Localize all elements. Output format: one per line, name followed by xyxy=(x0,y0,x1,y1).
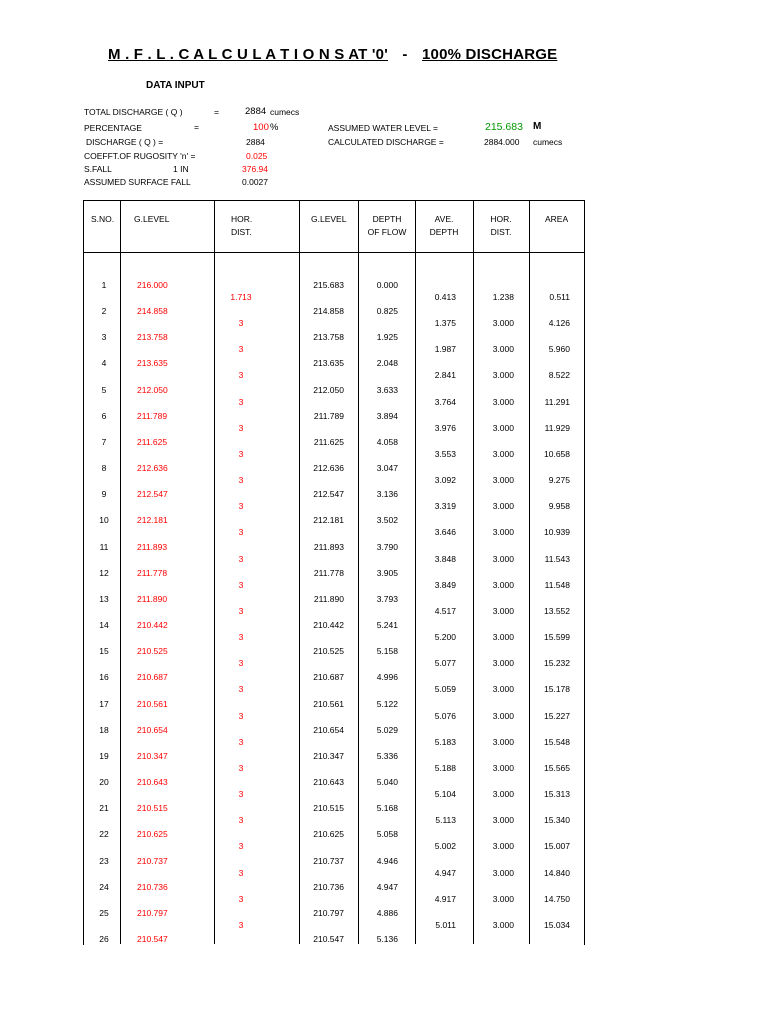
assumed-water-level-value[interactable]: 215.683 xyxy=(485,121,523,133)
row-ground-level-2: 212.181 xyxy=(313,515,344,526)
row-depth-of-flow: 5.241 xyxy=(376,620,398,631)
row-ground-level-2: 215.683 xyxy=(313,280,344,290)
row-depth-of-flow: 4.058 xyxy=(376,436,398,447)
row-depth-of-flow: 0.000 xyxy=(376,280,398,290)
segment-hor-dist[interactable]: 3 xyxy=(238,318,244,329)
segment-hor-dist-2: 3.000 xyxy=(492,475,514,486)
header-hord-line2: DIST. xyxy=(490,227,512,237)
segment-average-depth: 1.375 xyxy=(434,318,456,329)
total-discharge-value: 2884 xyxy=(245,106,267,117)
sfall-value[interactable]: 376.94 xyxy=(242,164,268,174)
segment-hor-dist[interactable]: 3 xyxy=(238,579,244,590)
segment-average-depth: 3.319 xyxy=(434,501,456,512)
total-discharge-equals: = xyxy=(214,107,219,117)
segment-area: 15.227 xyxy=(544,710,570,721)
percentage-value[interactable]: 100 xyxy=(253,122,269,133)
segment-average-depth: 5.002 xyxy=(434,841,456,852)
row-ground-level-2: 210.797 xyxy=(313,907,344,918)
segment-hor-dist[interactable]: 3 xyxy=(238,919,244,930)
segment-hor-dist-2: 3.000 xyxy=(492,893,514,904)
segment-hor-dist-2: 3.000 xyxy=(492,867,514,878)
header-hor-dist-2 xyxy=(478,213,524,239)
row-depth-of-flow: 3.905 xyxy=(376,567,398,578)
row-ground-level[interactable]: 214.858 xyxy=(137,306,168,317)
segment-hor-dist-2: 3.000 xyxy=(492,841,514,852)
row-sno: 23 xyxy=(99,855,109,866)
row-depth-of-flow: 5.029 xyxy=(376,724,398,735)
row-depth-of-flow: 3.502 xyxy=(376,515,398,526)
segment-area: 8.522 xyxy=(548,370,570,381)
row-ground-level[interactable]: 211.625 xyxy=(137,436,168,447)
discharge-label: DISCHARGE ( Q ) = xyxy=(86,137,164,147)
segment-area: 11.291 xyxy=(544,396,570,407)
segment-hor-dist-2: 3.000 xyxy=(492,919,514,930)
row-ground-level[interactable]: 213.635 xyxy=(137,358,168,369)
row-depth-of-flow: 2.048 xyxy=(376,358,398,369)
segment-average-depth: 3.976 xyxy=(434,422,456,433)
row-depth-of-flow: 3.136 xyxy=(376,489,398,500)
segment-area: 15.599 xyxy=(544,632,570,643)
row-ground-level-2: 210.525 xyxy=(313,646,344,657)
segment-hor-dist-2: 1.238 xyxy=(492,292,514,302)
header-average-depth xyxy=(420,213,468,239)
segment-area: 15.548 xyxy=(544,736,570,747)
rugosity-value[interactable]: 0.025 xyxy=(246,151,268,161)
segment-hor-dist[interactable]: 3 xyxy=(238,736,244,747)
row-ground-level[interactable]: 210.687 xyxy=(137,672,168,683)
header-ave-line2: DEPTH xyxy=(429,227,459,237)
discharge-value: 2884 xyxy=(246,137,265,147)
segment-average-depth: 3.092 xyxy=(434,475,456,486)
segment-area: 15.007 xyxy=(544,841,570,852)
row-ground-level-2: 210.625 xyxy=(313,829,344,840)
column-divider xyxy=(214,200,215,944)
segment-area: 11.929 xyxy=(544,422,570,433)
row-depth-of-flow: 3.790 xyxy=(376,541,398,552)
segment-average-depth: 1.987 xyxy=(434,344,456,355)
segment-hor-dist-2: 3.000 xyxy=(492,710,514,721)
segment-area: 9.275 xyxy=(548,475,570,486)
segment-hor-dist[interactable]: 3 xyxy=(238,815,244,826)
row-sno: 3 xyxy=(101,332,107,343)
row-ground-level-2: 211.789 xyxy=(313,410,344,421)
segment-hor-dist-2: 3.000 xyxy=(492,318,514,329)
segment-average-depth: 3.553 xyxy=(434,448,456,459)
surface-fall-label: ASSUMED SURFACE FALL xyxy=(84,177,191,187)
segment-hor-dist-2: 3.000 xyxy=(492,448,514,459)
segment-average-depth: 5.076 xyxy=(434,710,456,721)
row-ground-level-2: 210.736 xyxy=(313,881,344,892)
segment-hor-dist[interactable]: 3 xyxy=(238,658,244,669)
header-ground-level: G.LEVEL xyxy=(134,214,170,224)
row-ground-level[interactable]: 210.737 xyxy=(137,855,168,866)
segment-area: 11.543 xyxy=(544,553,570,564)
row-ground-level-2: 212.636 xyxy=(313,463,344,474)
row-ground-level[interactable]: 210.625 xyxy=(137,829,168,840)
segment-hor-dist[interactable]: 3 xyxy=(238,527,244,538)
assumed-water-level-unit: M xyxy=(533,121,542,132)
header-depth-of-flow xyxy=(363,213,411,239)
segment-average-depth: 5.011 xyxy=(435,919,456,930)
row-depth-of-flow: 4.886 xyxy=(376,907,398,918)
row-sno: 17 xyxy=(99,698,109,709)
segment-average-depth: 5.113 xyxy=(435,815,456,826)
segment-average-depth: 0.413 xyxy=(434,292,456,302)
segment-hor-dist[interactable]: 3 xyxy=(238,422,244,433)
row-sno: 14 xyxy=(99,620,109,631)
row-ground-level-2: 212.050 xyxy=(313,384,344,395)
row-ground-level[interactable]: 212.636 xyxy=(137,463,168,474)
segment-average-depth: 4.917 xyxy=(434,893,456,904)
row-depth-of-flow: 5.168 xyxy=(376,803,398,814)
row-depth-of-flow: 5.158 xyxy=(376,646,398,657)
segment-hor-dist[interactable]: 3 xyxy=(238,501,244,512)
segment-area: 11.548 xyxy=(544,579,570,590)
row-ground-level-2: 214.858 xyxy=(313,306,344,317)
segment-average-depth: 3.848 xyxy=(434,553,456,564)
segment-hor-dist-2: 3.000 xyxy=(492,344,514,355)
segment-hor-dist[interactable]: 3 xyxy=(238,841,244,852)
row-ground-level[interactable]: 210.525 xyxy=(137,646,168,657)
row-sno: 12 xyxy=(99,567,109,578)
segment-area: 0.511 xyxy=(549,292,570,302)
segment-hor-dist-2: 3.000 xyxy=(492,815,514,826)
row-depth-of-flow: 5.136 xyxy=(376,934,398,944)
row-depth-of-flow: 3.633 xyxy=(376,384,398,395)
segment-hor-dist[interactable]: 3 xyxy=(238,475,244,486)
row-sno: 25 xyxy=(99,907,109,918)
segment-hor-dist-2: 3.000 xyxy=(492,422,514,433)
row-ground-level-2: 210.561 xyxy=(313,698,344,709)
segment-hor-dist[interactable]: 3 xyxy=(238,448,244,459)
segment-hor-dist-2: 3.000 xyxy=(492,396,514,407)
segment-hor-dist-2: 3.000 xyxy=(492,762,514,773)
segment-area: 10.939 xyxy=(544,527,570,538)
segment-average-depth: 5.059 xyxy=(434,684,456,695)
rugosity-label: COEFFT.OF RUGOSITY 'n' = xyxy=(84,151,196,161)
row-sno: 22 xyxy=(99,829,109,840)
assumed-water-level-label: ASSUMED WATER LEVEL = xyxy=(328,123,438,133)
row-depth-of-flow: 1.925 xyxy=(376,332,398,343)
row-depth-of-flow: 5.058 xyxy=(376,829,398,840)
segment-hor-dist-2: 3.000 xyxy=(492,579,514,590)
row-ground-level-2: 210.687 xyxy=(313,672,344,683)
column-divider xyxy=(415,200,416,944)
row-depth-of-flow: 4.947 xyxy=(376,881,398,892)
row-depth-of-flow: 0.825 xyxy=(376,306,398,317)
segment-hor-dist[interactable]: 3 xyxy=(238,684,244,695)
row-ground-level[interactable]: 211.789 xyxy=(137,410,168,421)
header-hor-line1: HOR. xyxy=(231,214,253,224)
column-divider xyxy=(473,200,474,944)
row-ground-level[interactable]: 212.050 xyxy=(137,384,168,395)
segment-average-depth: 3.764 xyxy=(434,396,456,407)
row-ground-level[interactable]: 212.547 xyxy=(137,489,168,500)
row-ground-level[interactable]: 212.181 xyxy=(137,515,168,526)
segment-hor-dist[interactable]: 3 xyxy=(238,605,244,616)
row-ground-level[interactable]: 210.643 xyxy=(137,777,168,788)
segment-average-depth: 4.947 xyxy=(434,867,456,878)
section-heading: DATA INPUT xyxy=(146,80,205,91)
row-sno: 21 xyxy=(99,803,109,814)
calculated-discharge-value: 2884.000 xyxy=(484,137,520,147)
column-divider xyxy=(529,200,530,944)
segment-hor-dist-2: 3.000 xyxy=(492,632,514,643)
percentage-label: PERCENTAGE xyxy=(84,123,142,133)
segment-area: 14.840 xyxy=(544,867,570,878)
row-sno: 6 xyxy=(101,410,107,421)
segment-area: 13.552 xyxy=(544,605,570,616)
segment-hor-dist[interactable]: 3 xyxy=(238,867,244,878)
total-discharge-label: TOTAL DISCHARGE ( Q ) xyxy=(84,107,183,117)
segment-area: 15.034 xyxy=(544,919,570,930)
segment-hor-dist-2: 3.000 xyxy=(492,684,514,695)
row-ground-level-2: 211.778 xyxy=(313,567,344,578)
row-ground-level-2: 210.547 xyxy=(313,934,344,944)
row-sno: 16 xyxy=(99,672,109,683)
segment-hor-dist[interactable]: 3 xyxy=(238,710,244,721)
row-depth-of-flow: 3.047 xyxy=(376,463,398,474)
segment-hor-dist[interactable]: 3 xyxy=(238,344,244,355)
row-ground-level-2: 211.890 xyxy=(313,593,344,604)
sfall-ratio-prefix: 1 IN xyxy=(173,164,189,174)
calculated-discharge-unit: cumecs xyxy=(533,137,563,147)
segment-area: 15.340 xyxy=(544,815,570,826)
row-depth-of-flow: 5.122 xyxy=(376,698,398,709)
row-ground-level[interactable]: 211.890 xyxy=(137,593,168,604)
segment-hor-dist-2: 3.000 xyxy=(492,605,514,616)
row-ground-level-2: 210.737 xyxy=(313,855,344,866)
row-sno: 10 xyxy=(99,515,109,526)
segment-hor-dist-2: 3.000 xyxy=(492,370,514,381)
row-sno: 26 xyxy=(99,934,109,944)
header-sno: S.NO. xyxy=(91,214,115,224)
segment-area: 4.126 xyxy=(548,318,570,329)
calculated-discharge-label: CALCULATED DISCHARGE = xyxy=(328,137,444,147)
sfall-label: S.FALL xyxy=(84,164,112,174)
row-ground-level[interactable]: 210.547 xyxy=(137,934,168,944)
row-depth-of-flow: 3.894 xyxy=(376,410,398,421)
segment-hor-dist-2: 3.000 xyxy=(492,789,514,800)
row-depth-of-flow: 5.040 xyxy=(376,777,398,788)
column-divider xyxy=(358,200,359,944)
segment-average-depth: 5.183 xyxy=(434,736,456,747)
segment-area: 15.313 xyxy=(544,789,570,800)
segment-hor-dist[interactable]: 3 xyxy=(238,553,244,564)
row-sno: 19 xyxy=(99,750,109,761)
row-sno: 20 xyxy=(99,777,109,788)
row-sno: 11 xyxy=(99,541,109,552)
header-depth-line2: OF FLOW xyxy=(367,227,407,237)
row-ground-level[interactable]: 210.442 xyxy=(137,620,168,631)
row-ground-level[interactable]: 210.736 xyxy=(137,881,168,892)
row-ground-level-2: 213.635 xyxy=(313,358,344,369)
segment-area: 5.960 xyxy=(548,344,570,355)
segment-area: 14.750 xyxy=(544,893,570,904)
row-ground-level-2: 211.625 xyxy=(313,436,344,447)
row-sno: 2 xyxy=(101,306,107,317)
row-sno: 15 xyxy=(99,646,109,657)
header-hor-dist xyxy=(231,213,252,239)
title-discharge: 100% DISCHARGE xyxy=(422,46,558,63)
segment-hor-dist[interactable]: 3 xyxy=(238,370,244,381)
segment-average-depth: 5.104 xyxy=(434,789,456,800)
row-sno: 4 xyxy=(101,358,107,369)
segment-area: 10.658 xyxy=(544,448,570,459)
row-sno: 24 xyxy=(99,881,109,892)
row-sno: 13 xyxy=(99,593,109,604)
row-ground-level[interactable]: 210.654 xyxy=(137,724,168,735)
segment-hor-dist-2: 3.000 xyxy=(492,658,514,669)
row-ground-level-2: 210.442 xyxy=(313,620,344,631)
segment-hor-dist[interactable]: 1.713 xyxy=(230,292,252,302)
row-sno: 8 xyxy=(101,463,107,474)
row-ground-level-2: 210.654 xyxy=(313,724,344,735)
header-depth-line1: DEPTH xyxy=(372,214,402,224)
segment-area: 15.232 xyxy=(544,658,570,669)
segment-average-depth: 5.188 xyxy=(434,762,456,773)
column-divider xyxy=(120,200,121,944)
percentage-unit: % xyxy=(270,122,279,133)
segment-average-depth: 3.849 xyxy=(434,579,456,590)
segment-area: 15.178 xyxy=(544,684,570,695)
segment-average-depth: 2.841 xyxy=(434,370,456,381)
segment-hor-dist-2: 3.000 xyxy=(492,736,514,747)
title-main: M . F . L . C A L C U L A T I O N S AT '0' xyxy=(108,46,388,63)
row-depth-of-flow: 4.946 xyxy=(376,855,398,866)
row-depth-of-flow: 4.996 xyxy=(376,672,398,683)
segment-hor-dist-2: 3.000 xyxy=(492,553,514,564)
segment-hor-dist-2: 3.000 xyxy=(492,527,514,538)
row-depth-of-flow: 5.336 xyxy=(376,750,398,761)
segment-area: 9.958 xyxy=(548,501,570,512)
segment-hor-dist[interactable]: 3 xyxy=(238,789,244,800)
row-ground-level[interactable]: 210.347 xyxy=(137,750,168,761)
row-ground-level[interactable]: 213.758 xyxy=(137,332,168,343)
segment-average-depth: 4.517 xyxy=(434,605,456,616)
row-ground-level-2: 212.547 xyxy=(313,489,344,500)
row-sno: 1 xyxy=(101,280,107,290)
segment-hor-dist[interactable]: 3 xyxy=(238,762,244,773)
row-ground-level-2: 210.643 xyxy=(313,777,344,788)
segment-hor-dist[interactable]: 3 xyxy=(238,893,244,904)
row-ground-level-2: 210.347 xyxy=(313,750,344,761)
segment-hor-dist-2: 3.000 xyxy=(492,501,514,512)
segment-average-depth: 5.200 xyxy=(434,632,456,643)
header-ground-level-2: G.LEVEL xyxy=(311,214,347,224)
row-ground-level[interactable]: 211.778 xyxy=(137,567,168,578)
row-ground-level[interactable]: 210.515 xyxy=(137,803,168,814)
row-ground-level[interactable]: 210.561 xyxy=(137,698,168,709)
row-sno: 9 xyxy=(101,489,107,500)
segment-area: 15.565 xyxy=(544,762,570,773)
segment-hor-dist[interactable]: 3 xyxy=(238,396,244,407)
total-discharge-unit: cumecs xyxy=(270,107,300,117)
segment-average-depth: 3.646 xyxy=(434,527,456,538)
row-ground-level-2: 211.893 xyxy=(313,541,344,552)
header-area: AREA xyxy=(545,214,569,224)
row-ground-level[interactable]: 216.000 xyxy=(137,280,168,290)
header-divider xyxy=(83,252,584,253)
row-depth-of-flow: 3.793 xyxy=(376,593,398,604)
surface-fall-value: 0.0027 xyxy=(242,177,268,187)
header-hord-line1: HOR. xyxy=(490,214,512,224)
row-sno: 7 xyxy=(101,436,107,447)
segment-average-depth: 5.077 xyxy=(434,658,456,669)
segment-hor-dist[interactable]: 3 xyxy=(238,632,244,643)
page-title xyxy=(108,46,557,63)
header-ave-line1: AVE. xyxy=(434,214,454,224)
row-ground-level-2: 213.758 xyxy=(313,332,344,343)
row-ground-level-2: 210.515 xyxy=(313,803,344,814)
row-sno: 18 xyxy=(99,724,109,735)
percentage-equals: = xyxy=(194,122,199,132)
row-ground-level[interactable]: 210.797 xyxy=(137,907,168,918)
row-sno: 5 xyxy=(101,384,107,395)
row-ground-level[interactable]: 211.893 xyxy=(137,541,168,552)
title-dash: - xyxy=(402,46,408,63)
header-hor-line2: DIST. xyxy=(231,227,252,237)
